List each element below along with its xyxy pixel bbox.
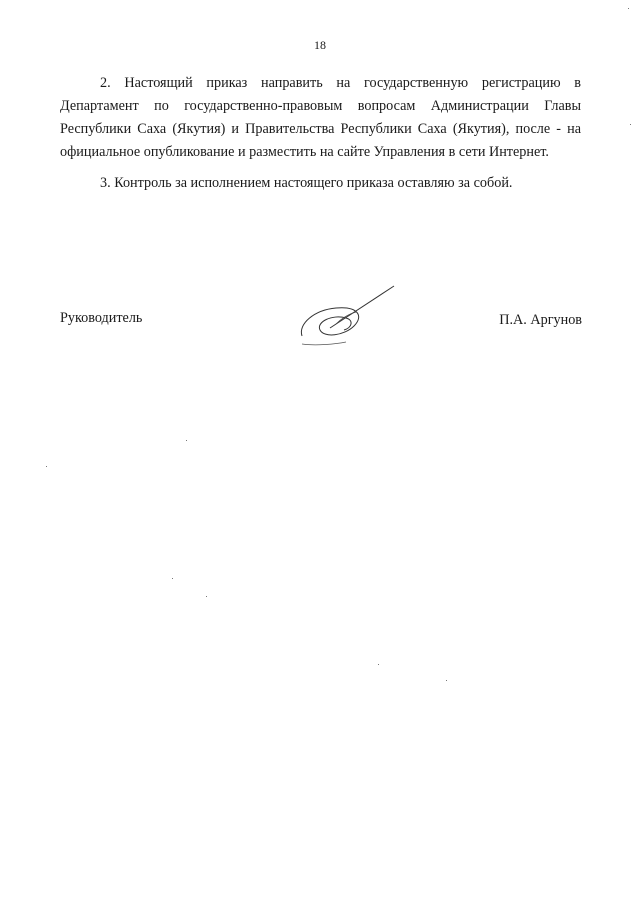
handwritten-signature	[296, 284, 400, 354]
scan-speck	[186, 440, 187, 441]
page-number: 18	[314, 38, 326, 52]
scan-speck	[628, 8, 629, 9]
scan-speck	[446, 680, 447, 681]
scan-speck	[630, 124, 631, 125]
signatory-role: Руководитель	[60, 310, 143, 326]
scan-speck	[172, 578, 173, 579]
scan-speck	[378, 664, 379, 665]
paragraph-control: 3. Контроль за исполнением настоящего приказа оставляю за собой.	[100, 175, 513, 191]
scan-speck	[206, 596, 207, 597]
paragraph-registration: 2. Настоящий приказ направить на государственную регистрацию в Департамент по государственно-правовым вопросам Администрации Главы Республики Саха (Якутия) и Правительства Республики Саха (Якутия), после - на официальное опубликование и разместить на сайте Управления в сети Интернет.	[60, 75, 581, 160]
signatory-name: П.А. Аргунов	[499, 312, 582, 328]
document-body	[60, 72, 581, 195]
scan-speck	[46, 466, 47, 467]
